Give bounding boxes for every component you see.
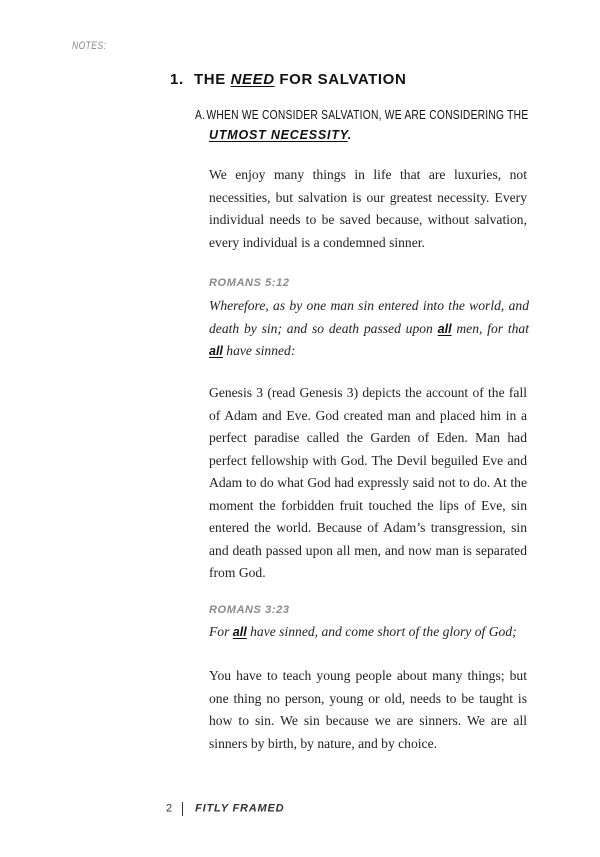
subsection-heading — [195, 105, 600, 145]
verse-text: For — [209, 624, 233, 639]
section-title-emphasis: NEED — [230, 71, 275, 88]
subsection-line2 — [195, 125, 600, 145]
verse-ref-romans-3-23: ROMANS 3:23 — [209, 604, 290, 616]
section-heading — [170, 71, 406, 88]
page-footer — [166, 802, 284, 816]
book-title: FITLY FRAMED — [195, 802, 285, 815]
subsection-line2-end: . — [347, 128, 353, 142]
paragraph-sin: You have to teach young people about many things; but one thing no person, young or old, needs to be taught is how to sin. We sin because we are sinners. We are all sinners by birth, by nature, and by choice. — [209, 668, 527, 751]
section-title-prefix: THE — [194, 71, 231, 88]
verse-keyword: all — [232, 625, 247, 639]
subsection-emphasis: UTMOST NECESSITY — [209, 128, 348, 142]
verse-text: men, for that — [451, 320, 529, 336]
verse-text: have sinned: — [222, 343, 296, 358]
section-title-suffix: FOR SALVATION — [274, 71, 407, 88]
subsection-letter: A. — [195, 108, 206, 122]
section-number: 1. — [170, 71, 184, 88]
subsection-line1-text: WHEN WE CONSIDER SALVATION, WE ARE CONSIDERING THE — [206, 108, 529, 122]
page-number: 2 — [166, 802, 173, 815]
footer-divider — [182, 802, 183, 816]
verse-keyword: all — [209, 344, 223, 358]
paragraph-intro: We enjoy many things in life that are luxuries, not necessities, but salvation is our greatest necessity. Every individual needs to be saved because, without salvation, every individual is a condemned sinner. — [209, 167, 527, 250]
verse-romans-5-12 — [209, 295, 529, 363]
verse-romans-3-23 — [209, 621, 529, 644]
verse-ref-romans-5-12: ROMANS 5:12 — [209, 277, 290, 289]
paragraph-genesis: Genesis 3 (read Genesis 3) depicts the account of the fall of Adam and Eve. God created man and placed him in a perfect paradise called the Garden of Eden. Man had perfect fellowship with God. The Devil beguiled Eve and Adam to do what God had expressly said not to do. At the moment the forbidden fruit touched the lips of Eve, sin entered the world. Because of Adam’s transgression, sin and death passed upon all men, and now man is separated from God. — [209, 385, 527, 580]
subsection-line1 — [195, 105, 528, 125]
verse-text: have sinned, and come short of the glory of God; — [246, 624, 517, 639]
notes-label: NOTES: — [72, 40, 107, 52]
verse-keyword: all — [437, 321, 452, 336]
verse-text: Wherefore, as by one man sin entered into the world, and death by sin; and so death passed upon — [209, 298, 529, 336]
